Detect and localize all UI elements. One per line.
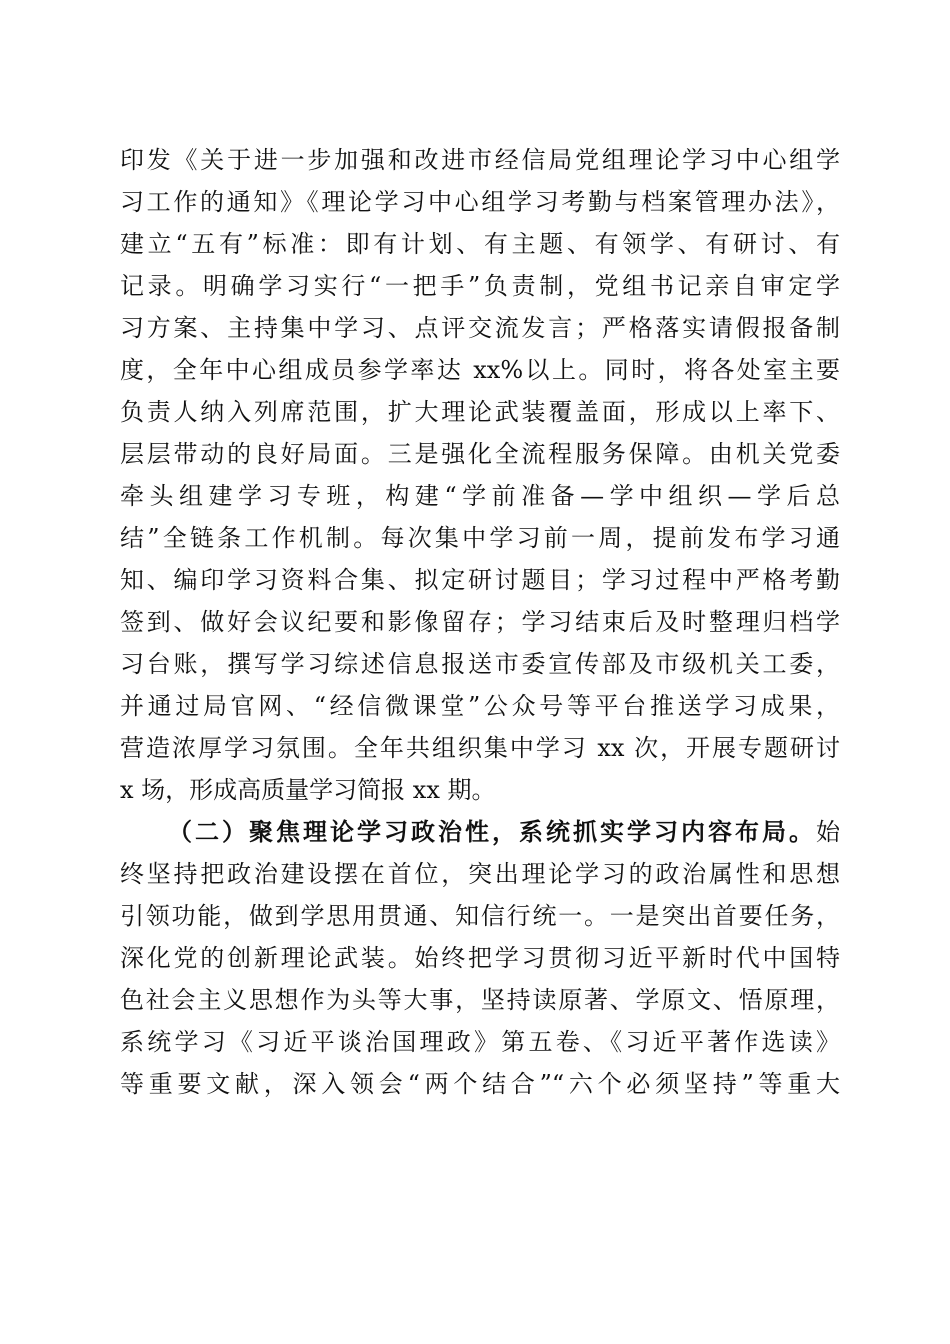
text-line: 层层带动的良好局面。三是强化全流程服务保障。由机关党委 xyxy=(120,440,840,468)
text-line: 习工作的通知》《理论学习中心组学习考勤与档案管理办法》， xyxy=(120,188,840,216)
text-line: 营造浓厚学习氛围。全年共组织集中学习 xx 次，开展专题研讨 xyxy=(120,734,840,762)
text-line: 负责人纳入列席范围，扩大理论武装覆盖面，形成以上率下、 xyxy=(120,398,840,426)
text-line: 并通过局官网、“经信微课堂”公众号等平台推送学习成果， xyxy=(120,692,840,720)
text-line: 建立“五有”标准：即有计划、有主题、有领学、有研讨、有 xyxy=(120,230,840,258)
text-line: 记录。明确学习实行“一把手”负责制，党组书记亲自审定学 xyxy=(120,272,840,300)
text-line: 印发《关于进一步加强和改进市经信局党组理论学习中心组学 xyxy=(120,146,840,174)
paragraph-1 xyxy=(120,139,840,811)
text-line: x 场，形成高质量学习简报 xx 期。 xyxy=(120,776,496,804)
text-line: 等重要文献，深入领会“两个结合”“六个必须坚持”等重大 xyxy=(120,1070,840,1098)
section-heading-line xyxy=(120,811,840,853)
section-heading: （二）聚焦理论学习政治性，系统抓实学习内容布局。 xyxy=(168,817,816,846)
text-fragment: 始 xyxy=(816,818,840,846)
text-line: 引领功能，做到学思用贯通、知信行统一。一是突出首要任务， xyxy=(120,902,840,930)
body-text xyxy=(120,139,840,1105)
text-line: 签到、做好会议纪要和影像留存；学习结束后及时整理归档学 xyxy=(120,608,840,636)
text-line: 度，全年中心组成员参学率达 xx%以上。同时，将各处室主要 xyxy=(120,356,840,384)
text-line: 终坚持把政治建设摆在首位，突出理论学习的政治属性和思想 xyxy=(120,860,840,888)
text-line: 习台账，撰写学习综述信息报送市委宣传部及市级机关工委， xyxy=(120,650,840,678)
text-line: 知、编印学习资料合集、拟定研讨题目；学习过程中严格考勤 xyxy=(120,566,840,594)
text-line: 习方案、主持集中学习、点评交流发言；严格落实请假报备制 xyxy=(120,314,840,342)
text-line: 色社会主义思想作为头等大事，坚持读原著、学原文、悟原理， xyxy=(120,986,840,1014)
paragraph-2 xyxy=(120,811,840,1105)
text-line: 深化党的创新理论武装。始终把学习贯彻习近平新时代中国特 xyxy=(120,944,840,972)
text-line: 结”全链条工作机制。每次集中学习前一周，提前发布学习通 xyxy=(120,524,840,552)
text-line: 牵头组建学习专班，构建“学前准备—学中组织—学后总 xyxy=(120,482,840,510)
text-line: 系统学习《习近平谈治国理政》第五卷、《习近平著作选读》 xyxy=(120,1028,840,1056)
